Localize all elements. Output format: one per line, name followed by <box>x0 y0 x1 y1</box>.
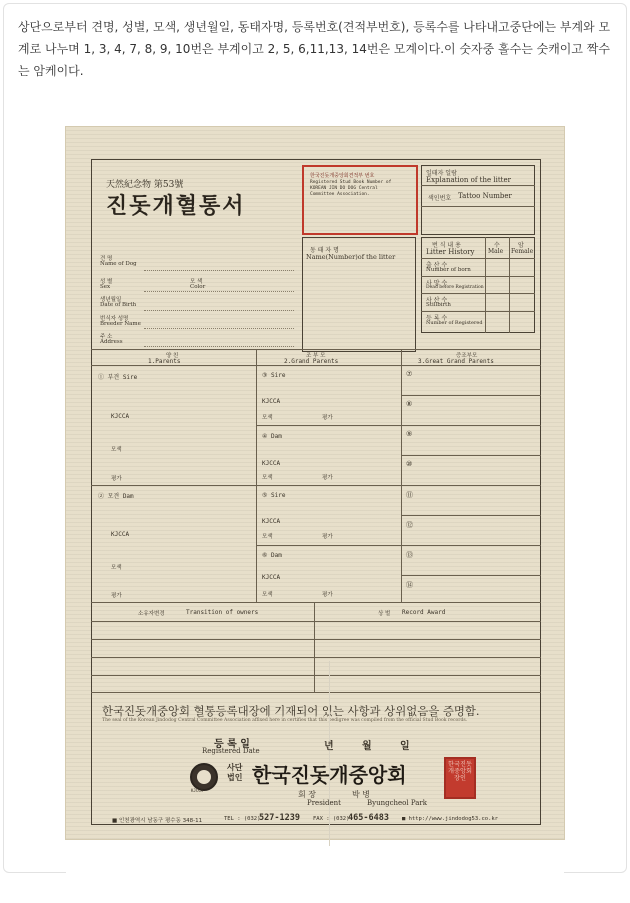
grand-6-dam: ⑥ Dam <box>262 552 282 559</box>
great-7: ⑦ <box>406 370 413 378</box>
certificate-title: 진돗개혈통서 <box>106 193 246 219</box>
org-prefix-2: 법인 <box>227 772 243 782</box>
grand-en: 2.Grand Parents <box>284 358 339 365</box>
footer-fax: 465-6483 <box>348 813 389 823</box>
award-ko: 상 벌 <box>378 611 391 617</box>
stud-line-2: KOREAN JIN DO DOG Central <box>310 186 378 191</box>
history-row-4-ko: 등 록 수 <box>426 315 448 322</box>
history-row-1-ko: 출 산 수 <box>426 262 448 269</box>
great-10: ⑩ <box>406 460 413 468</box>
litter-name-en: Name(Number)of the litter <box>306 253 396 261</box>
president-title-en: President <box>307 799 341 807</box>
grand-6-color: 모색 <box>262 592 273 598</box>
transition-en: Transition of owners <box>186 609 259 616</box>
reg-date-ko: 등 록 일 <box>214 739 250 750</box>
grand-3-sire: ③ Sire <box>262 372 286 379</box>
history-row-4-en: Number of Registered <box>426 320 483 326</box>
male-ko: 수 <box>494 242 500 249</box>
grand-5-eval: 평가 <box>322 534 333 540</box>
emblem-text: KJCCA <box>191 788 204 793</box>
tattoo-en: Tattoo Number <box>458 192 512 200</box>
footer-url: ■ http://www.jindodog53.co.kr <box>402 816 499 822</box>
address-ko: 주 소 <box>100 334 113 340</box>
grand-6-eval: 평가 <box>322 592 333 598</box>
grand-3-eval: 평가 <box>322 415 333 421</box>
grand-5-color: 모색 <box>262 534 273 540</box>
birth-ko: 생년월일 <box>100 297 122 303</box>
grand-3-color: 모색 <box>262 415 273 421</box>
grand-5-kjcca: KJCCA <box>262 518 281 525</box>
history-row-2-en: Dead before Registration <box>426 285 484 290</box>
great-13: ⑬ <box>406 551 413 559</box>
color-ko: 모 색 <box>190 279 203 285</box>
history-row-3-en: Stillbirth <box>426 302 451 308</box>
parent-2-dam: ② 모견 Dam <box>98 493 134 500</box>
certify-en: The seal of the Korean Jindodog Central Committee Association affixed here in certifies that this pedigree was compiled from the official Stud Book records. <box>102 718 468 723</box>
parents-en: 1.Parents <box>148 358 181 365</box>
parent-1-color: 모색 <box>111 447 122 453</box>
stud-line-3: Committee Association. <box>310 192 370 197</box>
parent-1-sire: ① 부견 Sire <box>98 374 138 381</box>
org-name: 한국진돗개중앙회 <box>252 763 407 787</box>
sex-en: Sex <box>100 284 111 290</box>
history-head-ko: 번 식 내 용 <box>432 242 461 249</box>
great-14: ⑭ <box>406 581 413 589</box>
female-ko: 암 <box>518 242 524 249</box>
official-seal-icon <box>444 757 476 799</box>
great-ko: 증조부모 <box>456 353 478 359</box>
grand-4-color: 모색 <box>262 475 273 481</box>
history-row-3-ko: 사 산 수 <box>426 297 448 304</box>
reg-month: 월 <box>362 741 372 752</box>
parent-2-color: 모색 <box>111 565 122 571</box>
tattoo-label: 색인번호 <box>428 195 452 202</box>
history-head-en: Litter History <box>426 248 475 256</box>
history-row-1-en: Number of born <box>426 267 471 273</box>
grand-4-dam: ④ Dam <box>262 433 282 440</box>
great-12: ⑫ <box>406 521 413 529</box>
great-8: ⑧ <box>406 400 413 408</box>
monument-label: 天然紀念物 第53號 <box>106 180 184 190</box>
president-name-ko: 박 병 <box>352 790 370 799</box>
parent-2-eval: 평가 <box>111 593 122 599</box>
color-en: Color <box>190 284 206 290</box>
grand-4-kjcca: KJCCA <box>262 460 281 467</box>
reg-day: 일 <box>400 741 410 752</box>
stud-line-1: Registered Stud Book Number of <box>310 180 392 185</box>
reg-date-en: Registered Date <box>202 747 260 755</box>
seal-text: 한국진돗개중앙회장인 <box>448 761 472 782</box>
parent-1-eval: 평가 <box>111 476 122 482</box>
litter-info-en: Explanation of the litter <box>426 176 511 184</box>
footer-address: ■ 인천광역시 남동구 평수동 348-11 <box>112 818 203 824</box>
grand-6-kjcca: KJCCA <box>262 574 281 581</box>
stud-title: 한국진돗개중앙회견적부 번호 <box>310 173 375 179</box>
parents-ko: 양 친 <box>166 353 179 359</box>
footer-fax-label: FAX : (032) <box>313 816 350 822</box>
grand-4-eval: 평가 <box>322 475 333 481</box>
address-en: Address <box>100 339 123 345</box>
birth-en: Date of Birth <box>100 302 137 308</box>
grand-3-kjcca: KJCCA <box>262 398 281 405</box>
award-en: Record Award <box>402 609 446 616</box>
grand-ko: 조 부 모 <box>306 353 326 359</box>
org-prefix-1: 사단 <box>227 762 243 772</box>
litter-name-label: 동 태 자 명 <box>310 247 339 254</box>
image-gap <box>66 845 564 881</box>
parent-1-kjcca: KJCCA <box>111 413 130 420</box>
sex-ko: 성 별 <box>100 279 113 285</box>
certify-text: 한국진돗개중앙회 혈통등록대장에 기재되어 있는 사항과 상위없음을 증명함. <box>102 704 480 718</box>
pedigree-certificate-image <box>66 127 564 839</box>
dog-name-ko: 견 명 <box>100 256 113 262</box>
dog-name-en: Name of Dog <box>100 261 137 267</box>
great-en: 3.Great Grand Parents <box>418 358 494 365</box>
history-row-2-ko: 사 망 수 <box>426 280 448 287</box>
reg-year: 년 <box>324 741 334 752</box>
litter-info-label: 일태자 일람 <box>426 170 457 177</box>
transition-ko: 소유자변경 <box>138 611 165 617</box>
breeder-en: Breeder Name <box>100 321 141 327</box>
breeder-ko: 번식자 성명 <box>100 316 129 322</box>
great-11: ⑪ <box>406 491 413 499</box>
great-9: ⑨ <box>406 430 413 438</box>
male-en: Male <box>488 248 504 255</box>
grand-5-sire: ⑤ Sire <box>262 492 286 499</box>
parent-2-kjcca: KJCCA <box>111 531 130 538</box>
president-title-ko: 회 장 <box>298 790 316 799</box>
kjcca-emblem-icon <box>190 763 218 791</box>
footer-tel: 527-1239 <box>259 813 300 823</box>
president-name-en: Byungcheol Park <box>367 799 428 807</box>
description-text: 상단으로부터 견명, 성별, 모색, 생년월일, 동태자명, 등록번호(견적부번호), 등록수를 나타내고중단에는 부계와 모계로 나누며 1, 3, 4, 7, 8, 9, 10번은 부계이고 2, 5, 6,11,13, 14번은 모계이다.이 숫자중 홀수는 숫캐이고 짝수는 암케이다. <box>18 20 611 78</box>
footer-tel-label: TEL : (032) <box>224 816 261 822</box>
female-en: Female <box>511 248 534 255</box>
